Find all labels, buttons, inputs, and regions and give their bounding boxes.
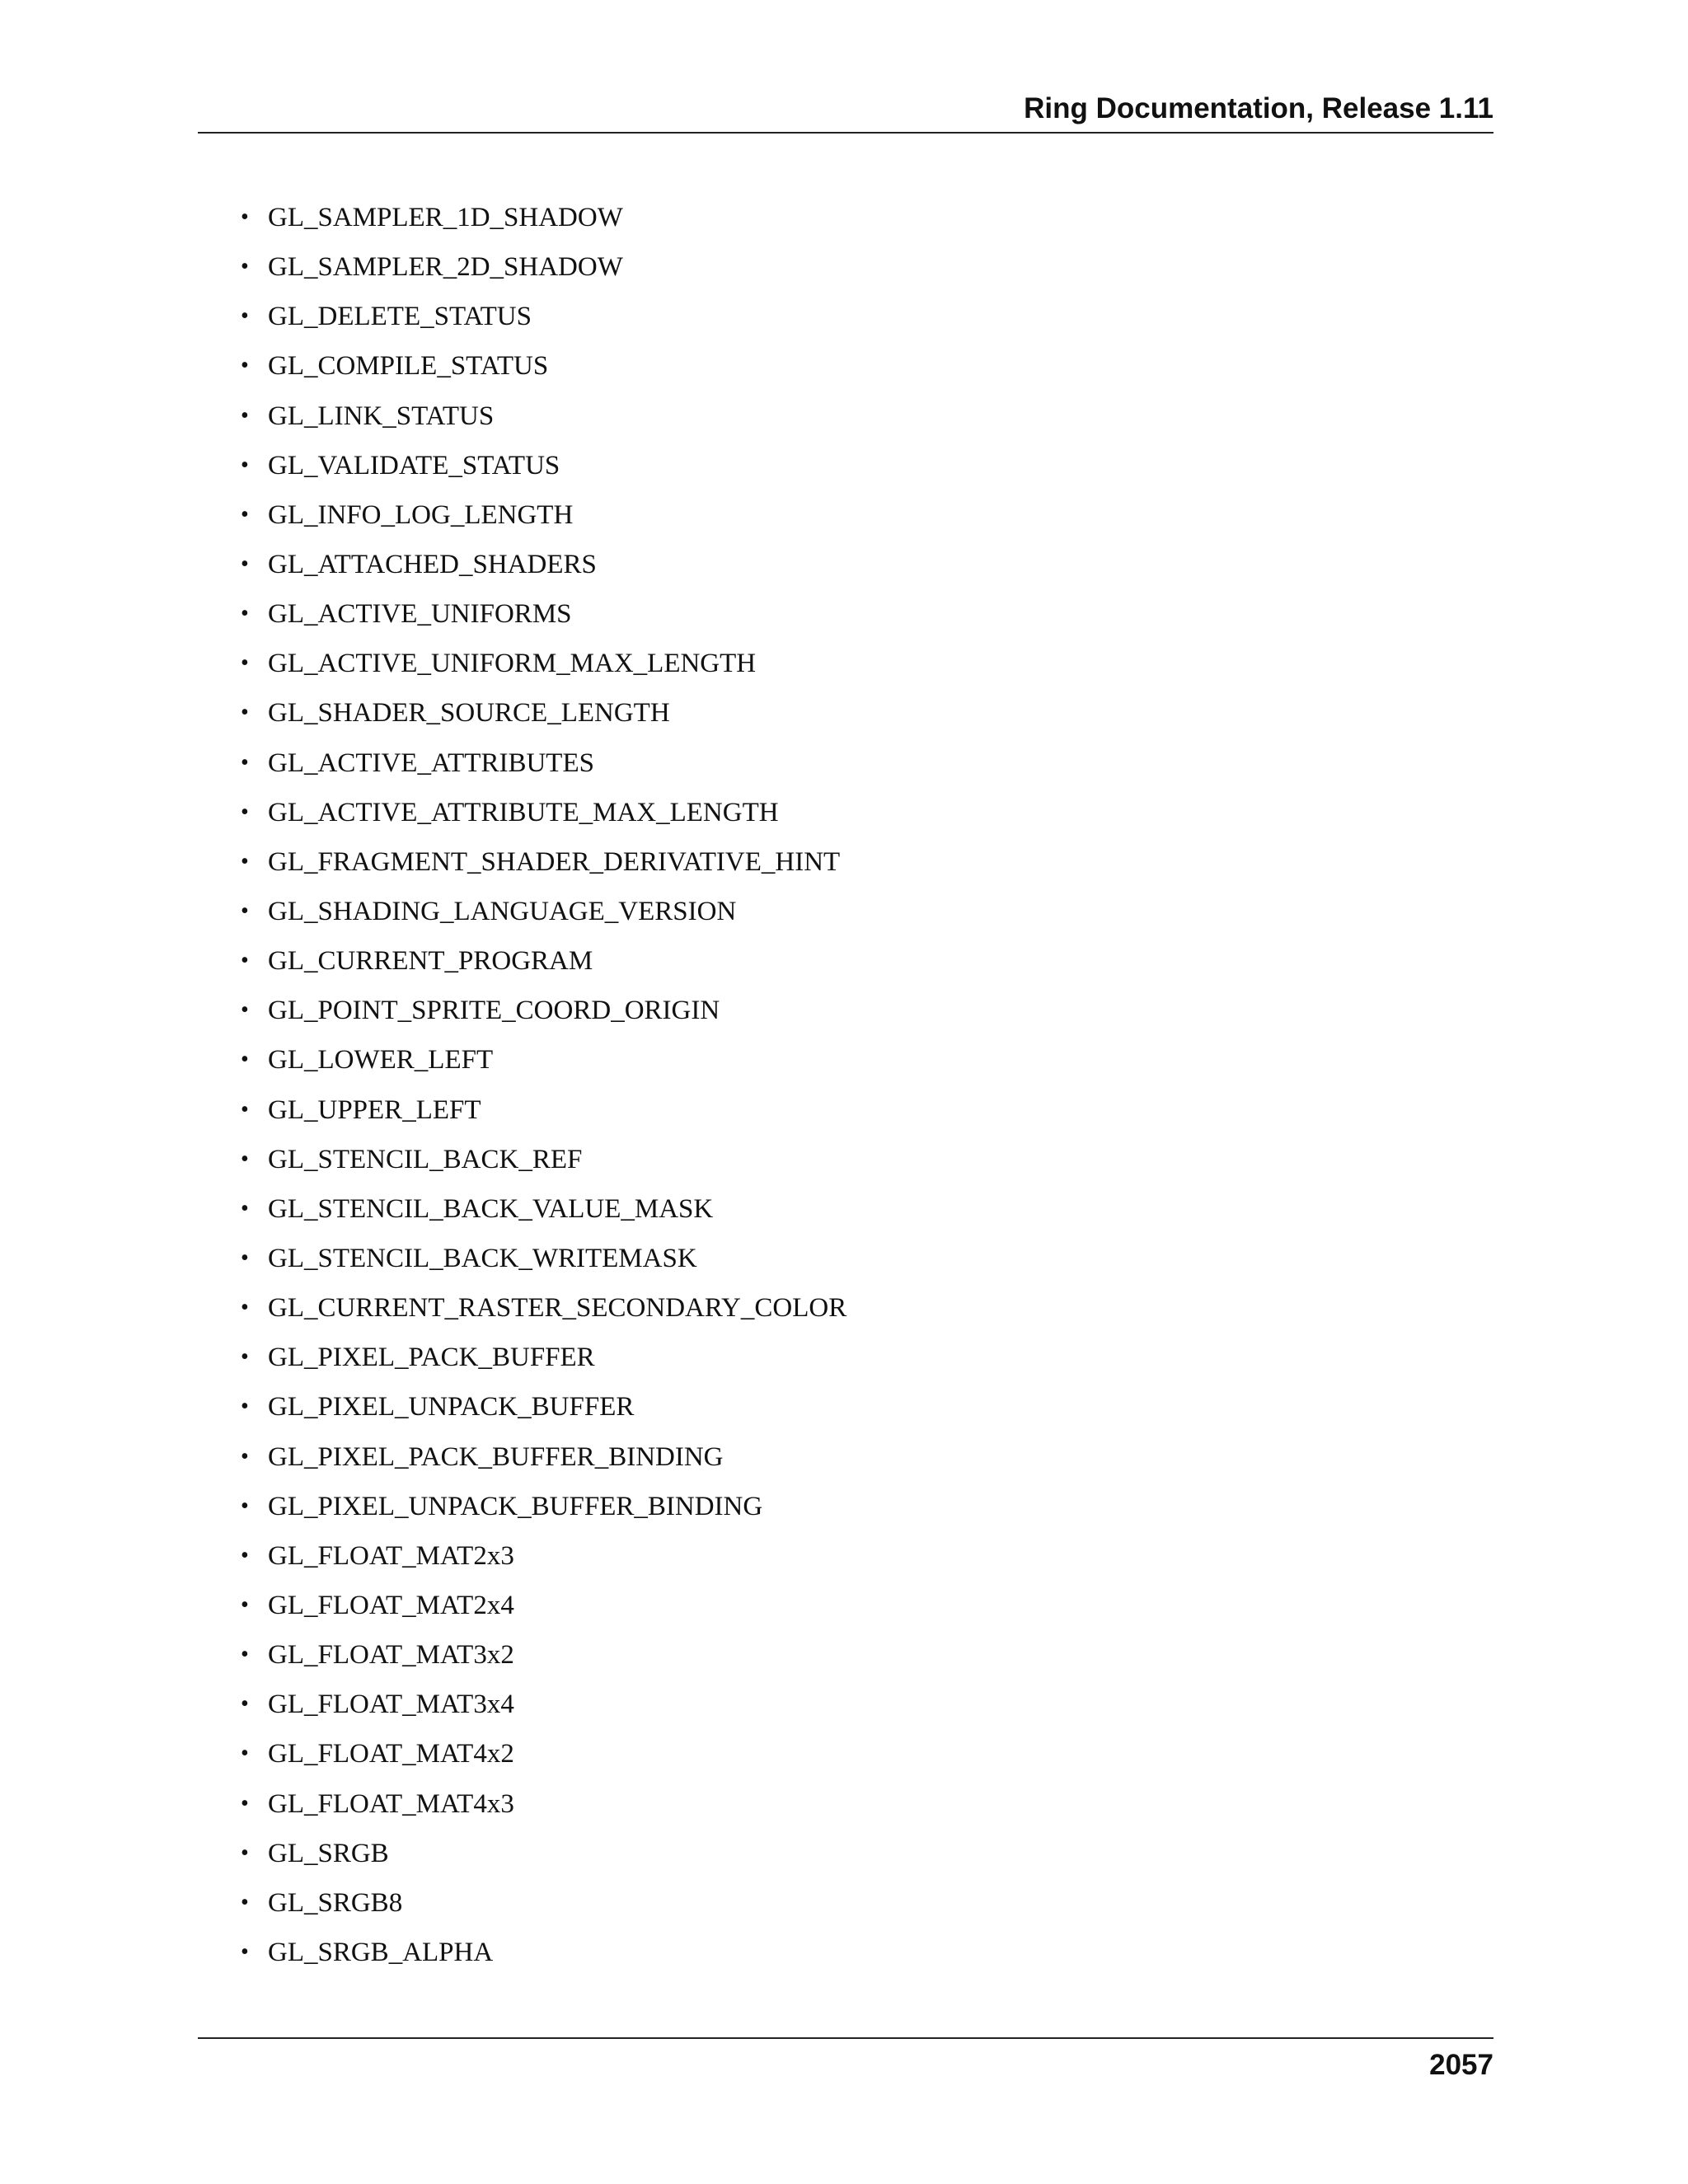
list-item bbox=[198, 1630, 1493, 1680]
bullet-icon: • bbox=[241, 1195, 249, 1221]
list-item bbox=[198, 193, 1493, 242]
bullet-icon: • bbox=[241, 1244, 249, 1271]
list-item bbox=[198, 688, 1493, 738]
list-item-text: GL_SHADER_SOURCE_LENGTH bbox=[268, 698, 670, 729]
bullet-icon: • bbox=[241, 1443, 249, 1469]
list-item bbox=[198, 1829, 1493, 1878]
list-item-text: GL_CURRENT_RASTER_SECONDARY_COLOR bbox=[268, 1293, 847, 1324]
bullet-icon: • bbox=[241, 848, 249, 874]
list-item-text: GL_PIXEL_UNPACK_BUFFER_BINDING bbox=[268, 1491, 763, 1521]
list-item bbox=[198, 341, 1493, 391]
list-item bbox=[198, 1581, 1493, 1630]
list-item bbox=[198, 788, 1493, 837]
list-item-text: GL_SRGB bbox=[268, 1838, 389, 1868]
page-header bbox=[198, 91, 1493, 134]
list-item bbox=[198, 1680, 1493, 1729]
bullet-icon: • bbox=[241, 1642, 249, 1668]
bullet-icon: • bbox=[241, 1047, 249, 1073]
list-item-text: GL_COMPILE_STATUS bbox=[268, 351, 549, 382]
list-item-text: GL_DELETE_STATUS bbox=[268, 302, 532, 332]
running-head-title: Ring Documentation, Release 1.11 bbox=[1024, 92, 1493, 124]
list-item-text: GL_LINK_STATUS bbox=[268, 401, 495, 431]
list-item bbox=[198, 887, 1493, 936]
bullet-icon: • bbox=[241, 1542, 249, 1568]
list-item-text: GL_FLOAT_MAT4x2 bbox=[268, 1739, 514, 1769]
list-item bbox=[198, 242, 1493, 292]
list-item-text: GL_PIXEL_PACK_BUFFER bbox=[268, 1343, 595, 1373]
list-item-text: GL_ACTIVE_UNIFORMS bbox=[268, 599, 572, 630]
list-item bbox=[198, 1482, 1493, 1531]
list-item bbox=[198, 1283, 1493, 1333]
list-item bbox=[198, 1779, 1493, 1829]
list-item bbox=[198, 1234, 1493, 1283]
bullet-icon: • bbox=[241, 1096, 249, 1122]
bullet-icon: • bbox=[241, 402, 249, 429]
list-item bbox=[198, 1928, 1493, 1977]
page-number: 2057 bbox=[1429, 2049, 1493, 2081]
bullet-icon: • bbox=[241, 1295, 249, 1321]
list-item-text: GL_FLOAT_MAT4x3 bbox=[268, 1788, 514, 1819]
list-item-text: GL_ACTIVE_ATTRIBUTE_MAX_LENGTH bbox=[268, 797, 779, 827]
list-item-text: GL_FLOAT_MAT3x2 bbox=[268, 1640, 514, 1671]
list-item-text: GL_ACTIVE_UNIFORM_MAX_LENGTH bbox=[268, 649, 757, 679]
list-item-text: GL_STENCIL_BACK_REF bbox=[268, 1144, 583, 1174]
list-item bbox=[198, 1382, 1493, 1432]
bullet-icon: • bbox=[241, 1344, 249, 1371]
list-item-text: GL_ACTIVE_ATTRIBUTES bbox=[268, 748, 594, 778]
bullet-icon: • bbox=[241, 1146, 249, 1172]
list-item-text: GL_STENCIL_BACK_WRITEMASK bbox=[268, 1243, 697, 1273]
list-item-text: GL_FLOAT_MAT2x4 bbox=[268, 1590, 514, 1620]
list-item-text: GL_STENCIL_BACK_VALUE_MASK bbox=[268, 1193, 714, 1224]
bullet-icon: • bbox=[241, 501, 249, 527]
bullet-icon: • bbox=[241, 700, 249, 726]
bullet-icon: • bbox=[241, 948, 249, 974]
list-item bbox=[198, 391, 1493, 441]
bullet-icon: • bbox=[241, 1840, 249, 1866]
bullet-icon: • bbox=[241, 353, 249, 379]
list-item bbox=[198, 1184, 1493, 1234]
page-footer bbox=[198, 2037, 1493, 2081]
bullet-icon: • bbox=[241, 650, 249, 677]
list-item-text: GL_VALIDATE_STATUS bbox=[268, 450, 560, 480]
list-item bbox=[198, 1878, 1493, 1928]
list-item bbox=[198, 540, 1493, 589]
bullet-icon: • bbox=[241, 749, 249, 776]
list-item-text: GL_LOWER_LEFT bbox=[268, 1045, 494, 1076]
list-item-text: GL_SAMPLER_2D_SHADOW bbox=[268, 252, 623, 283]
list-item-text: GL_ATTACHED_SHADERS bbox=[268, 549, 597, 579]
list-item bbox=[198, 1333, 1493, 1382]
bullet-icon: • bbox=[241, 1591, 249, 1618]
list-item bbox=[198, 1035, 1493, 1085]
bullet-icon: • bbox=[241, 452, 249, 478]
list-item bbox=[198, 837, 1493, 887]
list-item-text: GL_FLOAT_MAT3x4 bbox=[268, 1690, 514, 1720]
bullet-icon: • bbox=[241, 898, 249, 924]
list-item bbox=[198, 490, 1493, 540]
list-item bbox=[198, 639, 1493, 688]
list-item-text: GL_INFO_LOG_LENGTH bbox=[268, 499, 574, 530]
list-item bbox=[198, 986, 1493, 1035]
list-item-text: GL_SAMPLER_1D_SHADOW bbox=[268, 203, 623, 232]
bullet-icon: • bbox=[241, 997, 249, 1024]
bullet-icon: • bbox=[241, 1493, 249, 1519]
page-content bbox=[198, 193, 1493, 1977]
bullet-icon: • bbox=[241, 1790, 249, 1816]
list-item bbox=[198, 936, 1493, 986]
list-item-text: GL_FRAGMENT_SHADER_DERIVATIVE_HINT bbox=[268, 846, 841, 877]
list-item bbox=[198, 1531, 1493, 1581]
bullet-icon: • bbox=[241, 1938, 249, 1965]
list-item-text: GL_PIXEL_PACK_BUFFER_BINDING bbox=[268, 1441, 724, 1472]
list-item-text: GL_FLOAT_MAT2x3 bbox=[268, 1540, 514, 1571]
list-item-text: GL_SHADING_LANGUAGE_VERSION bbox=[268, 896, 737, 926]
list-item-text: GL_POINT_SPRITE_COORD_ORIGIN bbox=[268, 996, 720, 1026]
bullet-icon: • bbox=[241, 1741, 249, 1767]
list-item bbox=[198, 1432, 1493, 1482]
list-item-text: GL_CURRENT_PROGRAM bbox=[268, 946, 593, 977]
list-item bbox=[198, 1729, 1493, 1779]
bullet-icon: • bbox=[241, 1691, 249, 1718]
list-item bbox=[198, 1085, 1493, 1135]
list-item bbox=[198, 1135, 1493, 1184]
list-item bbox=[198, 292, 1493, 341]
list-item bbox=[198, 589, 1493, 639]
list-item-text: GL_PIXEL_UNPACK_BUFFER bbox=[268, 1392, 635, 1422]
list-item-text: GL_UPPER_LEFT bbox=[268, 1094, 481, 1125]
list-item bbox=[198, 738, 1493, 788]
bullet-icon: • bbox=[241, 254, 249, 280]
bullet-icon: • bbox=[241, 799, 249, 825]
bullet-icon: • bbox=[241, 204, 249, 230]
bullet-icon: • bbox=[241, 303, 249, 330]
bullet-icon: • bbox=[241, 1394, 249, 1420]
bullet-icon: • bbox=[241, 551, 249, 577]
list-item-text: GL_SRGB_ALPHA bbox=[268, 1937, 494, 1967]
bullet-icon: • bbox=[241, 1889, 249, 1915]
list-item bbox=[198, 441, 1493, 490]
constant-bullet-list bbox=[198, 193, 1493, 1977]
list-item-text: GL_SRGB8 bbox=[268, 1887, 403, 1918]
bullet-icon: • bbox=[241, 601, 249, 627]
